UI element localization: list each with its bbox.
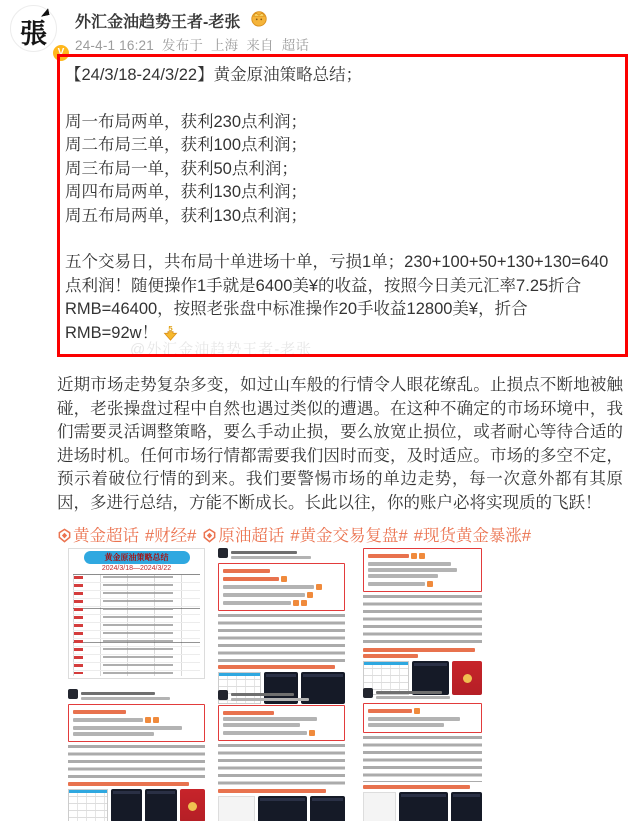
mini-avatar <box>218 548 228 558</box>
mini-weibo-post-thumbnail <box>218 548 345 704</box>
post-meta <box>75 34 313 54</box>
mini-avatar <box>363 688 373 698</box>
mini-chart-image <box>111 789 143 821</box>
hashtag-row <box>57 525 628 547</box>
avatar[interactable] <box>10 5 65 58</box>
published-label: 发布于 <box>161 38 204 53</box>
post-content <box>57 54 628 547</box>
mini-table-image <box>68 789 108 821</box>
hashtag-link[interactable]: #黄金交易复盘# <box>290 527 408 545</box>
hashtag-link[interactable]: #财经# <box>145 527 197 545</box>
avatar-character: 張 <box>20 19 47 49</box>
highlight-box <box>57 54 628 357</box>
supertopic-source-link[interactable]: 超话 <box>281 38 310 53</box>
supertopic-icon <box>202 528 217 543</box>
mini-redbox <box>218 705 345 741</box>
strategy-line: 周二布局三单，获利100点利润； <box>65 136 308 154</box>
username-link[interactable]: 外汇金油趋势王者-老张 <box>75 14 241 31</box>
mini-chart-image <box>399 792 448 821</box>
mini-weibo-post-thumbnail <box>68 689 205 821</box>
mini-chart-image <box>310 796 345 821</box>
table-thumb-grid <box>73 574 200 676</box>
mini-weibo-post-thumbnail <box>363 688 482 821</box>
verified-badge-icon: V <box>52 44 70 62</box>
mini-chart-image <box>258 796 307 821</box>
post-body-paragraph: 近期市场走势复杂多变，如过山车般的行情令人眼花缭乱。止损点不断地被触碰，老张操盘过程中自然也遇过类似的遭遇。在这种不确定的市场环境中，我们需要灵活调整策略，要么手动止损，要么放宽止损位，或者耐心等待合适的进场时机。任何市场行情都需要我们因时而变，及时适应。市场的多空不定，预示着破位行情的到来。我们要警惕市场的单边走势，每一次意外都有其原因，多进行总结，方能不断成长。长此以往，你的账户必将实现质的飞跃！ <box>57 376 623 512</box>
mini-avatar <box>218 690 228 700</box>
watermark: @外汇金油趋势王者-老张 <box>130 341 313 358</box>
mini-redbox <box>363 548 482 592</box>
mini-redbox <box>363 703 482 733</box>
supertopic-link[interactable]: 黄金超话 <box>57 527 139 545</box>
supertopic-icon <box>57 528 72 543</box>
mini-weibo-post-thumbnail <box>363 548 482 695</box>
mini-table-image <box>363 792 396 821</box>
strategy-line: 周三布局一单，获利50点利润； <box>65 159 298 178</box>
svg-text:5: 5 <box>168 323 173 333</box>
attachment-image-1[interactable] <box>68 548 205 820</box>
table-thumb-title: 黄金原油策略总结 <box>84 551 190 564</box>
mini-chart-image <box>145 789 177 821</box>
location-link[interactable]: 上海 <box>210 38 239 53</box>
mini-avatar <box>68 689 78 699</box>
strategy-table-thumbnail <box>68 548 205 679</box>
strategy-line: 周五布局两单，获利130点利润； <box>65 206 308 225</box>
gold-crown-emoji-icon <box>250 9 268 27</box>
strategy-summary: 五个交易日，共布局十单进场十单，亏损1单；230+100+50+130+130=640点利润！随便操作1手就是6400美¥的收益，按照今日美元汇率7.25折合RMB=46400，按照老张盘中标准操作20手收益12800美¥，折合RMB=92w！ 5 <box>65 253 609 342</box>
from-label: 来自 <box>246 38 274 53</box>
attachment-image-2[interactable] <box>218 548 345 820</box>
attachment-image-3[interactable] <box>363 548 482 820</box>
attachment-grid <box>0 548 635 820</box>
mini-table-image <box>218 796 255 821</box>
post-timestamp: 24-4-1 16:21 <box>75 38 154 53</box>
mini-red-envelope-image <box>180 789 205 821</box>
mini-chart-image <box>451 792 482 821</box>
mini-redbox <box>218 563 345 611</box>
table-thumb-daterange: 2024/3/18—2024/3/22 <box>101 565 172 572</box>
hashtag-link[interactable]: #现货黄金暴涨# <box>413 527 532 545</box>
strategy-line: 周四布局两单，获利130点利润； <box>65 183 308 201</box>
mini-redbox <box>68 704 205 742</box>
strategy-title: 【24/3/18-24/3/22】黄金原油策略总结； <box>65 66 363 84</box>
strategy-line: 周一布局两单，获利230点利润； <box>65 112 308 131</box>
supertopic-link[interactable]: 原油超话 <box>202 527 284 545</box>
mini-weibo-post-thumbnail <box>218 690 345 821</box>
